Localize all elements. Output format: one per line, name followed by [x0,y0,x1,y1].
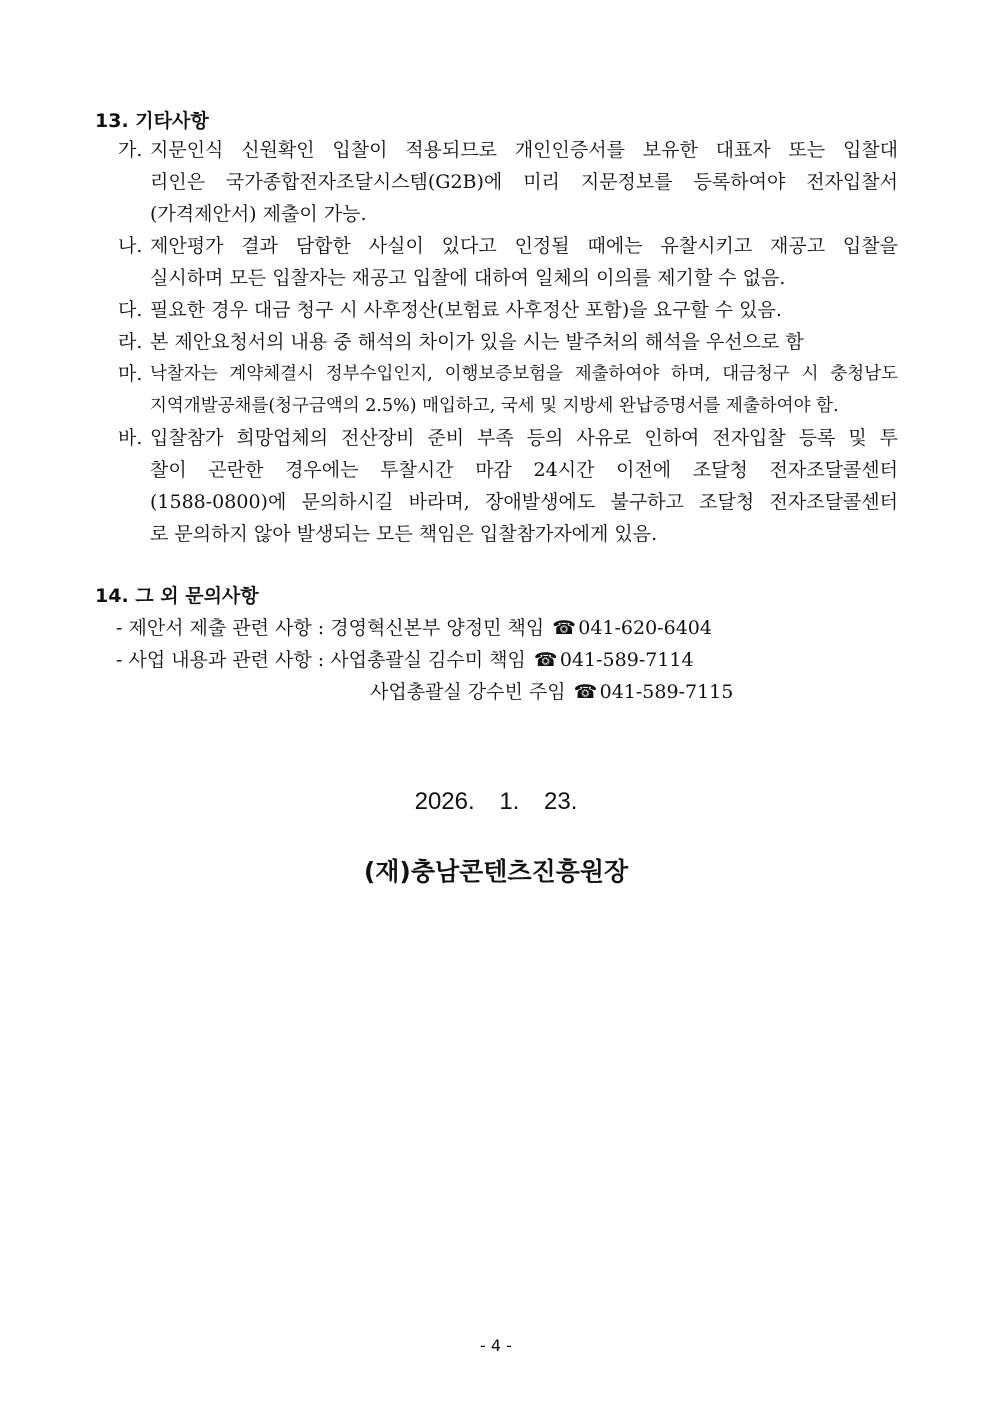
contact-row-business-2 [370,677,733,704]
contact-person: 경영혁신본부 양정민 책임 [330,617,545,639]
section-13-title: 13. 기타사항 [95,110,209,132]
item-marker: 마. [118,363,143,385]
contact-phone: 041-589-7115 [599,681,734,703]
item-line: 실시하며 모든 입찰자는 재공고 입찰에 대하여 일체의 이의를 제기할 수 없음. [150,267,786,289]
item-line: 입찰참가 희망업체의 전산장비 준비 부족 등의 사유로 인하여 전자입찰 등록 및 투 [150,427,898,449]
item-line: 낙찰자는 계약체결시 정부수입인지, 이행보증보험을 제출하여야 하며, 대금청구 시 충청남도 [150,364,898,384]
contact-person: 사업총괄실 강수빈 주임 [370,681,566,703]
item-line: 제안평가 결과 담합한 사실이 있다고 인정될 때에는 유찰시키고 재공고 입찰을 [150,235,898,257]
contact-phone: 041-620-6404 [578,617,712,639]
section-13-item-na [118,230,898,294]
section-13-item-ga [118,134,898,230]
section-13-item-ba [118,422,898,550]
item-line: 지역개발공채를(청구금액의 2.5%) 매입하고, 국세 및 지방세 완납증명서를 제출하여야 함. [150,396,839,416]
document-date: 2026. 1. 23. [414,788,578,815]
item-marker: 바. [118,427,143,449]
item-marker: 나. [118,235,143,257]
section-13-item-ra [118,326,898,358]
item-marker: 가. [118,139,143,161]
item-line: 필요한 경우 대금 청구 시 사후정산(보험료 사후정산 포함)을 요구할 수 있음. [150,299,782,321]
item-marker: 다. [118,299,143,321]
item-line: 찰이 곤란한 경우에는 투찰시간 마감 24시간 이전에 조달청 전자조달콜센터 [150,459,898,481]
section-14-title: 14. 그 외 문의사항 [95,585,259,607]
item-line: (가격제안서) 제출이 가능. [150,203,367,225]
phone-icon: ☎ [573,681,598,703]
item-marker: 라. [118,331,143,353]
item-line: 리인은 국가종합전자조달시스템(G2B)에 미리 지문정보를 등록하여야 전자입찰서 [150,171,898,193]
contact-label: - 제안서 제출 관련 사항 : [116,617,331,639]
contact-label: - 사업 내용과 관련 사항 : [116,649,331,671]
contact-row-business [116,645,694,672]
contact-person: 사업총괄실 김수미 책임 [330,649,526,671]
section-13-item-ma [118,358,898,422]
contact-phone: 041-589-7114 [559,649,694,671]
section-13-item-da [118,294,898,326]
phone-icon: ☎ [533,649,558,671]
item-line: 지문인식 신원확인 입찰이 적용되므로 개인인증서를 보유한 대표자 또는 입찰대 [150,139,898,161]
phone-icon: ☎ [552,617,576,639]
item-line: 로 문의하지 않아 발생되는 모든 책임은 입찰참가자에게 있음. [150,523,658,545]
item-line: (1588-0800)에 문의하시길 바라며, 장애발생에도 불구하고 조달청 전자조달콜센터 [150,491,898,513]
organization-name: (재)충남콘텐츠진흥원장 [363,857,629,886]
contact-row-proposal [116,613,712,640]
page-number: - 4 - [480,1336,512,1355]
item-line: 본 제안요청서의 내용 중 해석의 차이가 있을 시는 발주처의 해석을 우선으로 함 [150,331,804,353]
